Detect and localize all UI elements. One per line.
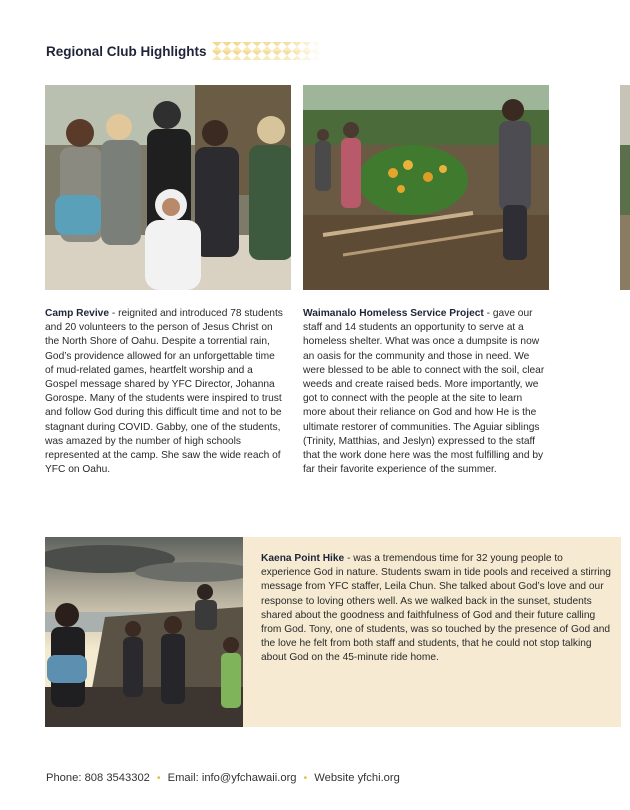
- title-separator: -: [109, 308, 119, 319]
- contact-footer: [46, 772, 400, 784]
- camp-revive-photo: [45, 85, 291, 290]
- adjacent-page-photo: [620, 85, 630, 290]
- article-body: was a tremendous time for 32 young people to experience God in nature. Students swam in tide pools and received a stirring message from YFC staffer, Leila Chun. She talked about God’s love and our response to loving others well. As we walked back in the sunset, students shared about the goodness and faithfulness of God and their future calling from God. Tony, one of students, was so touched by the presence of God and the love he felt from both staff and students, that he could not stop talking about God on the 45-minute ride home.: [261, 553, 611, 664]
- waimanalo-photo: [303, 85, 549, 290]
- article-title: Kaena Point Hike: [261, 553, 345, 564]
- decorative-pattern-icon: [212, 42, 322, 60]
- kaena-point-photo: [45, 537, 243, 727]
- kaena-point-article: [261, 552, 611, 666]
- title-separator: -: [344, 553, 354, 564]
- title-separator: -: [483, 308, 493, 319]
- article-title: Camp Revive: [45, 308, 109, 319]
- waimanalo-article: [303, 307, 548, 477]
- article-body: reignited and introduced 78 students and 20 volunteers to the person of Jesus Christ on the North Shore of Oahu. Despite a torrential rain, God’s providence allowed for an unforgettable time of mud-related games, heartfelt worship and a Gospel message shared by YFC Director, Johanna Gorospe. Many of the students were inspired to trust and follow God during this difficult time and not to be stagnant during COVID. Gabby, one of the students, was amazed by the number of high schools represented at the camp. She saw the wide reach of YFC on Oahu.: [45, 308, 283, 476]
- article-body: gave our staff and 14 students an opportunity to serve at a homeless shelter. What was once a dumpsite is now an oasis for the community and those in need. We were blessed to be able to connect with the soil, clear weeds and create raised beds. More importantly, we got to connect with the people at the site to learn more about their reliance on God and how He is the ultimate restorer of communities. The Aguiar siblings (Trinity, Matthias, and Jeslyn) expressed to the staff that the work done here was the most fulfilling and by far their favorite experience of the summer.: [303, 308, 545, 476]
- section-title: Regional Club Highlights: [46, 44, 207, 59]
- footer-separator: •: [157, 773, 161, 784]
- footer-separator: •: [303, 773, 308, 784]
- article-title: Waimanalo Homeless Service Project: [303, 308, 484, 319]
- footer-website[interactable]: Website yfchi.org: [314, 772, 400, 784]
- footer-phone: Phone: 808 3543302: [46, 772, 150, 784]
- camp-revive-article: [45, 307, 285, 477]
- footer-email[interactable]: Email: info@yfchawaii.org: [167, 772, 297, 784]
